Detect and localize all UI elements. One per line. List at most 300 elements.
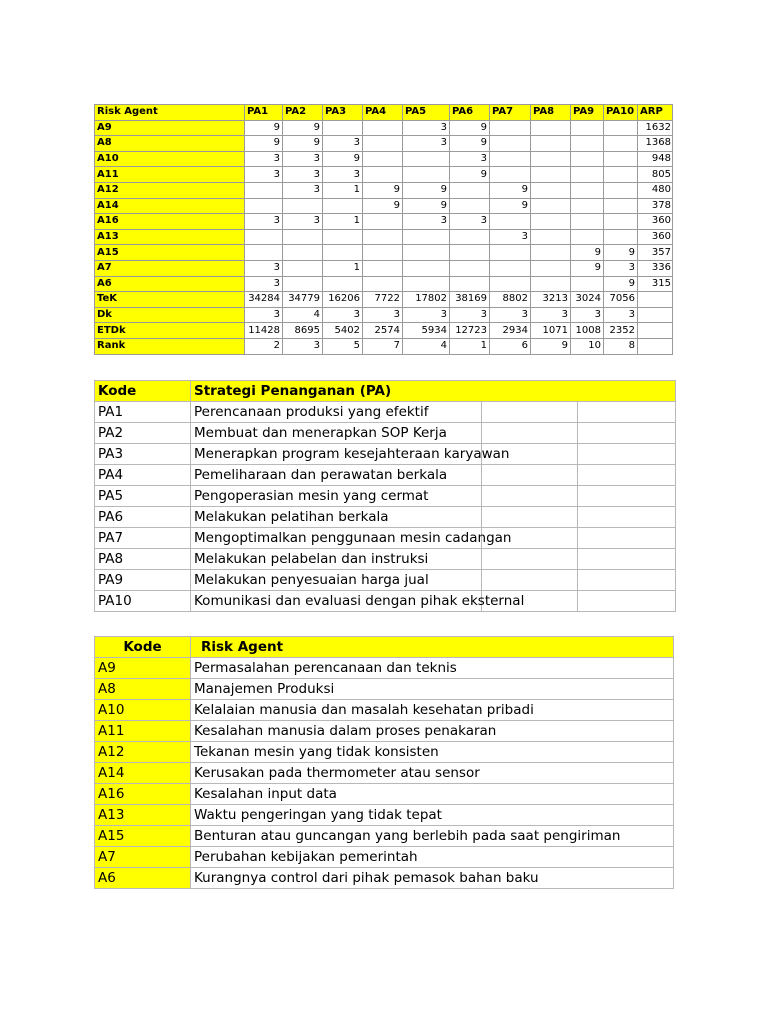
matrix-cell: 1 xyxy=(323,260,363,276)
matrix-cell xyxy=(245,229,283,245)
matrix-cell: 3024 xyxy=(571,292,604,308)
matrix-cell xyxy=(531,151,571,167)
risk-agent-text: Kelalaian manusia dan masalah kesehatan pribadi xyxy=(191,700,674,721)
matrix-cell: 3 xyxy=(323,167,363,183)
matrix-cell xyxy=(490,260,531,276)
empty-cell xyxy=(482,570,578,591)
matrix-cell: 3 xyxy=(245,260,283,276)
matrix-row xyxy=(95,260,673,276)
matrix-cell: 7 xyxy=(363,338,403,354)
matrix-cell: 3 xyxy=(245,276,283,292)
matrix-cell xyxy=(403,245,450,261)
matrix-row-label: A7 xyxy=(95,260,245,276)
matrix-cell: 6 xyxy=(490,338,531,354)
risk-agent-row xyxy=(95,826,674,847)
matrix-cell xyxy=(450,260,490,276)
matrix-cell: 9 xyxy=(283,120,323,136)
matrix-cell xyxy=(363,151,403,167)
strategy-text: Membuat dan menerapkan SOP Kerja xyxy=(191,423,482,444)
matrix-cell xyxy=(403,276,450,292)
matrix-row xyxy=(95,120,673,136)
matrix-row xyxy=(95,198,673,214)
matrix-cell: 357 xyxy=(638,245,673,261)
matrix-cell: 3 xyxy=(604,307,638,323)
matrix-cell: 3 xyxy=(245,214,283,230)
matrix-cell: 9 xyxy=(363,198,403,214)
risk-agent-row xyxy=(95,700,674,721)
empty-cell xyxy=(482,549,578,570)
matrix-cell xyxy=(638,323,673,339)
matrix-cell: 9 xyxy=(490,182,531,198)
matrix-cell: 7722 xyxy=(363,292,403,308)
matrix-cell: 3 xyxy=(283,167,323,183)
matrix-cell xyxy=(363,136,403,152)
matrix-cell xyxy=(604,214,638,230)
risk-agent-row xyxy=(95,721,674,742)
matrix-cell: 5402 xyxy=(323,323,363,339)
matrix-cell: 9 xyxy=(403,182,450,198)
strategy-text: Melakukan penyesuaian harga jual xyxy=(191,570,482,591)
strategy-header-row xyxy=(95,381,676,402)
matrix-cell: 3 xyxy=(363,307,403,323)
matrix-row-label: A8 xyxy=(95,136,245,152)
matrix-cell xyxy=(363,276,403,292)
matrix-cell: 336 xyxy=(638,260,673,276)
risk-agent-text: Permasalahan perencanaan dan teknis xyxy=(191,658,674,679)
matrix-row-label: A9 xyxy=(95,120,245,136)
matrix-row-label: Rank xyxy=(95,338,245,354)
matrix-summary-row xyxy=(95,292,673,308)
matrix-cell xyxy=(571,120,604,136)
matrix-cell: 9 xyxy=(531,338,571,354)
matrix-cell xyxy=(363,120,403,136)
matrix-cell: 3213 xyxy=(531,292,571,308)
risk-agent-text: Perubahan kebijakan pemerintah xyxy=(191,847,674,868)
strategy-code: PA9 xyxy=(95,570,191,591)
strategy-row xyxy=(95,402,676,423)
matrix-header-cell: Risk Agent xyxy=(95,105,245,121)
matrix-cell: 3 xyxy=(323,307,363,323)
matrix-cell: 3 xyxy=(531,307,571,323)
strategy-row xyxy=(95,570,676,591)
strategy-row xyxy=(95,507,676,528)
risk-agent-row xyxy=(95,763,674,784)
strategy-code: PA5 xyxy=(95,486,191,507)
risk-agent-code: A14 xyxy=(95,763,191,784)
matrix-header-cell: ARP xyxy=(638,105,673,121)
empty-cell xyxy=(482,486,578,507)
empty-cell xyxy=(482,402,578,423)
matrix-cell xyxy=(283,198,323,214)
matrix-header-cell: PA3 xyxy=(323,105,363,121)
matrix-cell xyxy=(571,151,604,167)
matrix-cell: 3 xyxy=(490,307,531,323)
matrix-row-label: Dk xyxy=(95,307,245,323)
matrix-cell: 9 xyxy=(490,198,531,214)
matrix-cell: 8802 xyxy=(490,292,531,308)
matrix-cell xyxy=(490,245,531,261)
matrix-cell xyxy=(638,292,673,308)
matrix-cell xyxy=(531,120,571,136)
matrix-cell xyxy=(604,167,638,183)
matrix-cell xyxy=(363,229,403,245)
risk-agent-text: Waktu pengeringan yang tidak tepat xyxy=(191,805,674,826)
matrix-cell xyxy=(363,214,403,230)
matrix-row xyxy=(95,245,673,261)
strategy-row xyxy=(95,591,676,612)
matrix-cell: 378 xyxy=(638,198,673,214)
matrix-cell xyxy=(490,120,531,136)
matrix-header-cell: PA5 xyxy=(403,105,450,121)
matrix-cell xyxy=(323,120,363,136)
matrix-row-label: A10 xyxy=(95,151,245,167)
matrix-cell: 3 xyxy=(490,229,531,245)
matrix-cell: 1 xyxy=(450,338,490,354)
matrix-cell: 1071 xyxy=(531,323,571,339)
matrix-cell: 11428 xyxy=(245,323,283,339)
strategy-row xyxy=(95,423,676,444)
empty-cell xyxy=(578,591,676,612)
risk-agent-code: A12 xyxy=(95,742,191,763)
matrix-cell xyxy=(531,214,571,230)
strategy-table xyxy=(94,380,676,612)
strategy-code: PA7 xyxy=(95,528,191,549)
matrix-cell: 3 xyxy=(283,338,323,354)
matrix-cell xyxy=(323,229,363,245)
matrix-row-label: A15 xyxy=(95,245,245,261)
matrix-cell: 315 xyxy=(638,276,673,292)
matrix-row xyxy=(95,229,673,245)
matrix-cell: 8 xyxy=(604,338,638,354)
matrix-cell: 16206 xyxy=(323,292,363,308)
matrix-cell xyxy=(323,245,363,261)
strategy-header-title: Strategi Penanganan (PA) xyxy=(191,381,676,402)
strategy-text: Menerapkan program kesejahteraan karyawan xyxy=(191,444,482,465)
matrix-cell: 12723 xyxy=(450,323,490,339)
matrix-cell: 5934 xyxy=(403,323,450,339)
risk-agent-row xyxy=(95,742,674,763)
matrix-cell: 9 xyxy=(245,136,283,152)
matrix-row xyxy=(95,182,673,198)
matrix-cell: 805 xyxy=(638,167,673,183)
matrix-cell xyxy=(403,229,450,245)
strategy-text: Pemeliharaan dan perawatan berkala xyxy=(191,465,482,486)
risk-agent-header-row xyxy=(95,637,674,658)
matrix-cell xyxy=(450,182,490,198)
matrix-cell: 1 xyxy=(323,214,363,230)
matrix-row-label: A14 xyxy=(95,198,245,214)
matrix-cell: 9 xyxy=(450,120,490,136)
matrix-cell xyxy=(604,136,638,152)
strategy-row xyxy=(95,465,676,486)
matrix-cell xyxy=(245,245,283,261)
empty-cell xyxy=(578,423,676,444)
matrix-cell: 3 xyxy=(403,136,450,152)
matrix-cell: 3 xyxy=(604,260,638,276)
risk-agent-code: A16 xyxy=(95,784,191,805)
risk-agent-code: A7 xyxy=(95,847,191,868)
matrix-cell xyxy=(323,198,363,214)
empty-cell xyxy=(578,549,676,570)
strategy-code: PA10 xyxy=(95,591,191,612)
matrix-cell: 3 xyxy=(245,167,283,183)
risk-agent-text: Kesalahan manusia dalam proses penakaran xyxy=(191,721,674,742)
empty-cell xyxy=(578,570,676,591)
matrix-cell: 7056 xyxy=(604,292,638,308)
strategy-text: Melakukan pelabelan dan instruksi xyxy=(191,549,482,570)
matrix-cell xyxy=(450,276,490,292)
matrix-cell xyxy=(531,136,571,152)
matrix-cell xyxy=(531,260,571,276)
strategy-table-body xyxy=(95,402,676,612)
matrix-cell xyxy=(490,151,531,167)
matrix-cell xyxy=(571,229,604,245)
risk-agent-matrix-table xyxy=(94,104,673,355)
matrix-cell: 948 xyxy=(638,151,673,167)
matrix-cell: 2574 xyxy=(363,323,403,339)
strategy-text: Perencanaan produksi yang efektif xyxy=(191,402,482,423)
empty-cell xyxy=(578,465,676,486)
strategy-code: PA6 xyxy=(95,507,191,528)
matrix-cell xyxy=(531,198,571,214)
matrix-cell xyxy=(604,198,638,214)
matrix-cell xyxy=(450,198,490,214)
strategy-row xyxy=(95,549,676,570)
risk-agent-row xyxy=(95,847,674,868)
matrix-cell: 4 xyxy=(403,338,450,354)
matrix-cell: 480 xyxy=(638,182,673,198)
matrix-cell: 360 xyxy=(638,214,673,230)
matrix-cell xyxy=(604,151,638,167)
matrix-header-cell: PA6 xyxy=(450,105,490,121)
matrix-cell: 9 xyxy=(450,167,490,183)
risk-agent-table-body xyxy=(95,658,674,889)
matrix-cell: 10 xyxy=(571,338,604,354)
empty-cell xyxy=(482,465,578,486)
matrix-cell: 1368 xyxy=(638,136,673,152)
matrix-row-label: A13 xyxy=(95,229,245,245)
matrix-cell xyxy=(403,167,450,183)
empty-cell xyxy=(578,402,676,423)
risk-agent-row xyxy=(95,868,674,889)
matrix-cell xyxy=(571,136,604,152)
matrix-cell: 3 xyxy=(450,151,490,167)
matrix-cell xyxy=(531,182,571,198)
matrix-cell: 1 xyxy=(323,182,363,198)
strategy-code: PA4 xyxy=(95,465,191,486)
matrix-cell: 9 xyxy=(450,136,490,152)
empty-cell xyxy=(578,507,676,528)
matrix-header-cell: PA9 xyxy=(571,105,604,121)
matrix-row-label: A12 xyxy=(95,182,245,198)
matrix-cell xyxy=(531,229,571,245)
matrix-header-cell: PA4 xyxy=(363,105,403,121)
strategy-row xyxy=(95,486,676,507)
matrix-cell: 4 xyxy=(283,307,323,323)
matrix-row-label: A16 xyxy=(95,214,245,230)
matrix-cell xyxy=(363,167,403,183)
empty-cell xyxy=(482,423,578,444)
matrix-cell: 3 xyxy=(245,307,283,323)
matrix-row xyxy=(95,151,673,167)
matrix-row-label: A11 xyxy=(95,167,245,183)
matrix-cell: 9 xyxy=(245,120,283,136)
strategy-text: Melakukan pelatihan berkala xyxy=(191,507,482,528)
matrix-cell xyxy=(490,276,531,292)
matrix-cell: 9 xyxy=(323,151,363,167)
matrix-cell xyxy=(604,120,638,136)
matrix-cell xyxy=(531,276,571,292)
matrix-cell: 38169 xyxy=(450,292,490,308)
strategy-row xyxy=(95,444,676,465)
strategy-text: Mengoptimalkan penggunaan mesin cadangan xyxy=(191,528,482,549)
empty-cell xyxy=(578,528,676,549)
matrix-cell xyxy=(531,245,571,261)
matrix-header-row xyxy=(95,105,673,121)
matrix-row-label: A6 xyxy=(95,276,245,292)
matrix-cell: 3 xyxy=(403,307,450,323)
matrix-cell xyxy=(245,198,283,214)
matrix-cell xyxy=(363,260,403,276)
matrix-cell xyxy=(604,229,638,245)
matrix-cell xyxy=(571,167,604,183)
risk-agent-row xyxy=(95,784,674,805)
strategy-header-kode: Kode xyxy=(95,381,191,402)
risk-agent-code: A13 xyxy=(95,805,191,826)
risk-agent-row xyxy=(95,658,674,679)
matrix-cell xyxy=(638,338,673,354)
strategy-code: PA8 xyxy=(95,549,191,570)
empty-cell xyxy=(578,486,676,507)
matrix-cell xyxy=(363,245,403,261)
matrix-cell: 3 xyxy=(245,151,283,167)
matrix-cell: 34779 xyxy=(283,292,323,308)
matrix-header-cell: PA1 xyxy=(245,105,283,121)
risk-agent-code: A11 xyxy=(95,721,191,742)
matrix-cell: 17802 xyxy=(403,292,450,308)
matrix-row xyxy=(95,136,673,152)
risk-agent-text: Kesalahan input data xyxy=(191,784,674,805)
risk-agent-matrix-body xyxy=(95,105,673,355)
empty-cell xyxy=(578,444,676,465)
matrix-cell: 8695 xyxy=(283,323,323,339)
matrix-cell xyxy=(283,276,323,292)
matrix-header-cell: PA8 xyxy=(531,105,571,121)
matrix-cell: 360 xyxy=(638,229,673,245)
matrix-cell xyxy=(571,182,604,198)
risk-agent-header-kode: Kode xyxy=(95,637,191,658)
matrix-cell xyxy=(450,245,490,261)
matrix-row xyxy=(95,167,673,183)
matrix-header-cell: PA7 xyxy=(490,105,531,121)
matrix-cell xyxy=(571,214,604,230)
matrix-cell: 5 xyxy=(323,338,363,354)
matrix-cell: 3 xyxy=(283,214,323,230)
risk-agent-code: A6 xyxy=(95,868,191,889)
risk-agent-text: Tekanan mesin yang tidak konsisten xyxy=(191,742,674,763)
risk-agent-header-title: Risk Agent xyxy=(191,637,674,658)
risk-agent-text: Benturan atau guncangan yang berlebih pada saat pengiriman xyxy=(191,826,674,847)
matrix-cell: 3 xyxy=(450,307,490,323)
matrix-cell xyxy=(245,182,283,198)
risk-agent-code: A10 xyxy=(95,700,191,721)
risk-agent-code: A8 xyxy=(95,679,191,700)
matrix-cell xyxy=(571,198,604,214)
strategy-code: PA3 xyxy=(95,444,191,465)
matrix-cell: 3 xyxy=(571,307,604,323)
matrix-cell xyxy=(323,276,363,292)
matrix-cell xyxy=(283,260,323,276)
matrix-cell: 1632 xyxy=(638,120,673,136)
matrix-row xyxy=(95,214,673,230)
matrix-cell: 9 xyxy=(571,260,604,276)
matrix-cell: 9 xyxy=(604,245,638,261)
matrix-summary-row xyxy=(95,338,673,354)
matrix-row-label: TeK xyxy=(95,292,245,308)
matrix-cell xyxy=(531,167,571,183)
matrix-cell xyxy=(571,276,604,292)
matrix-cell: 9 xyxy=(571,245,604,261)
matrix-row xyxy=(95,276,673,292)
matrix-cell: 9 xyxy=(363,182,403,198)
risk-agent-table xyxy=(94,636,674,889)
matrix-summary-row xyxy=(95,323,673,339)
matrix-cell: 2352 xyxy=(604,323,638,339)
matrix-cell xyxy=(490,167,531,183)
matrix-cell: 3 xyxy=(283,182,323,198)
strategy-row xyxy=(95,528,676,549)
risk-agent-text: Kerusakan pada thermometer atau sensor xyxy=(191,763,674,784)
matrix-cell: 9 xyxy=(403,198,450,214)
risk-agent-text: Kurangnya control dari pihak pemasok bahan baku xyxy=(191,868,674,889)
matrix-cell: 2 xyxy=(245,338,283,354)
matrix-cell: 1008 xyxy=(571,323,604,339)
strategy-code: PA2 xyxy=(95,423,191,444)
matrix-cell xyxy=(638,307,673,323)
strategy-text: Komunikasi dan evaluasi dengan pihak eksternal xyxy=(191,591,482,612)
matrix-cell: 2934 xyxy=(490,323,531,339)
matrix-cell: 3 xyxy=(450,214,490,230)
matrix-cell xyxy=(604,182,638,198)
risk-agent-text: Manajemen Produksi xyxy=(191,679,674,700)
matrix-cell xyxy=(403,260,450,276)
matrix-cell xyxy=(283,245,323,261)
matrix-cell xyxy=(490,136,531,152)
matrix-cell: 3 xyxy=(403,120,450,136)
risk-agent-code: A9 xyxy=(95,658,191,679)
matrix-header-cell: PA2 xyxy=(283,105,323,121)
matrix-cell xyxy=(283,229,323,245)
matrix-cell: 3 xyxy=(403,214,450,230)
matrix-cell xyxy=(450,229,490,245)
empty-cell xyxy=(482,507,578,528)
matrix-cell xyxy=(403,151,450,167)
matrix-header-cell: PA10 xyxy=(604,105,638,121)
matrix-cell: 34284 xyxy=(245,292,283,308)
strategy-text: Pengoperasian mesin yang cermat xyxy=(191,486,482,507)
risk-agent-code: A15 xyxy=(95,826,191,847)
matrix-cell: 3 xyxy=(323,136,363,152)
matrix-cell xyxy=(490,214,531,230)
matrix-cell: 9 xyxy=(604,276,638,292)
risk-agent-row xyxy=(95,679,674,700)
matrix-cell: 9 xyxy=(283,136,323,152)
matrix-cell: 3 xyxy=(283,151,323,167)
matrix-summary-row xyxy=(95,307,673,323)
matrix-row-label: ETDk xyxy=(95,323,245,339)
risk-agent-row xyxy=(95,805,674,826)
strategy-code: PA1 xyxy=(95,402,191,423)
